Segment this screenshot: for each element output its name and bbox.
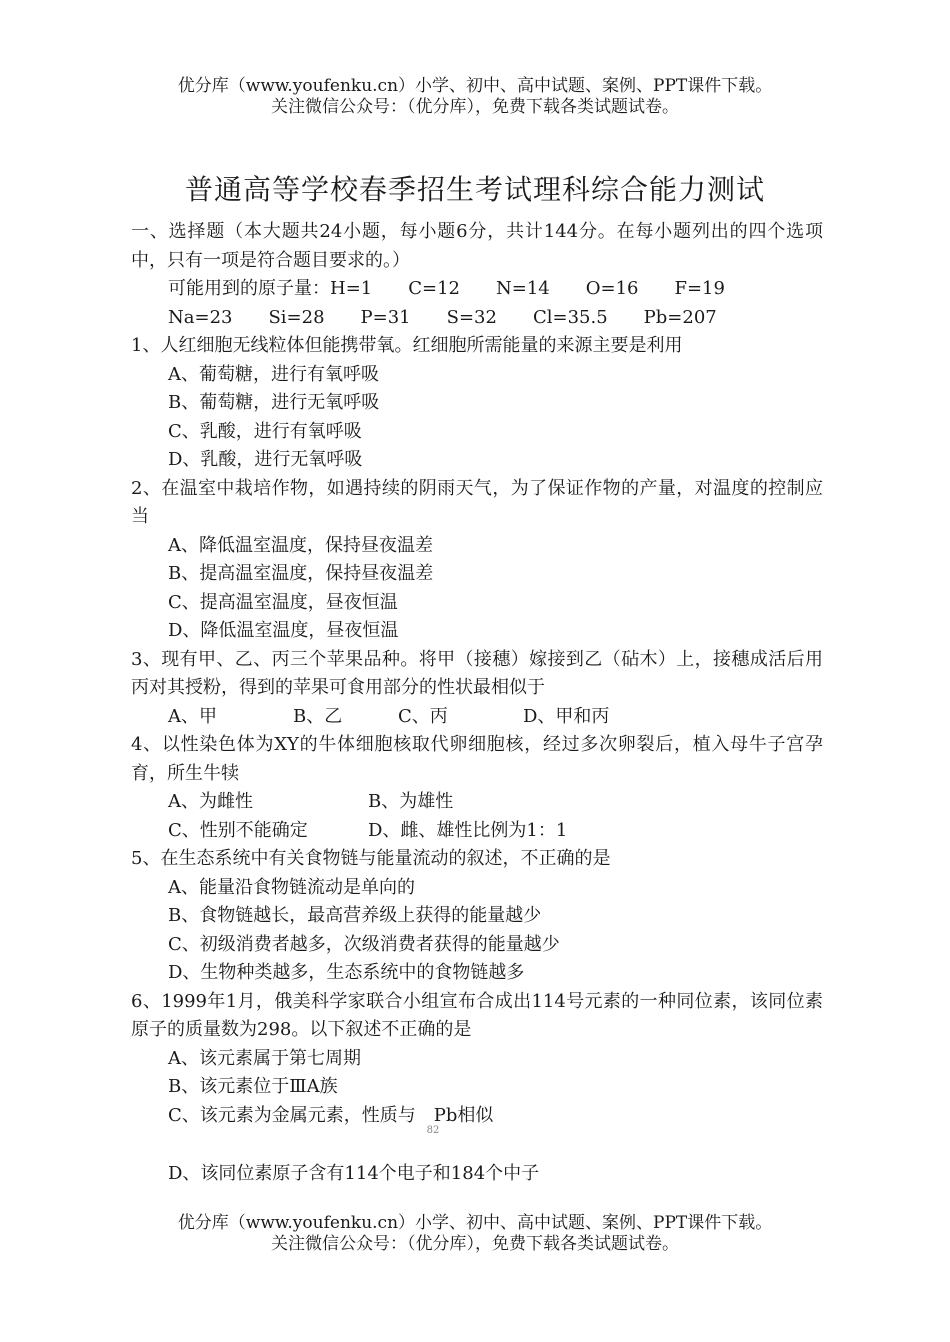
footer-line-2: 关注微信公众号：（优分库），免费下载各类试题试卷。 [271,1234,679,1254]
option: C、乳酸，进行有氧呼吸 [168,420,362,442]
option: C、性别不能确定 [168,819,308,841]
option: C、该元素为金属元素，性质与 Pb相似 [168,1104,494,1126]
option: A、降低温室温度，保持昼夜温差 [168,534,433,556]
option: D、该同位素原子含有114个电子和184个中子 [168,1163,540,1184]
question-stem: 5、在生态系统中有关食物链与能量流动的叙述，不正确的是 [131,848,611,869]
option: D、雌、雄性比例为1：1 [368,819,568,841]
header-line-2: 关注微信公众号：（优分库），免费下载各类试题试卷。 [271,97,679,117]
page-number: 82 [426,1125,440,1136]
page-title: 普通高等学校春季招生考试理科综合能力测试 [184,173,765,206]
page-header [0,76,950,118]
option: C、丙 [398,705,448,727]
section-heading: 一、选择题（本大题共24小题，每小题6分，共计144分。在每小题列出的四个选项中，只有一项是符合题目要求的。） [131,221,823,271]
option: B、该元素位于ⅢA族 [168,1076,338,1097]
exam-content [131,218,823,1189]
option: D、乳酸，进行无氧呼吸 [168,449,363,470]
option: A、该元素属于第七周期 [168,1047,361,1069]
option: B、食物链越长，最高营养级上获得的能量越少 [168,905,542,926]
option: D、生物种类越多，生态系统中的食物链越多 [168,962,525,983]
option-row [131,703,823,732]
atomic-masses-line-2: Na=23 Si=28 P=31 S=32 Cl=35.5 Pb=207 [168,306,717,328]
page-footer [0,1213,950,1255]
option: C、提高温室温度，昼夜恒温 [168,591,398,613]
question-stem: 4、以性染色体为XY的牛体细胞核取代卵细胞核，经过多次卵裂后，植入母牛子宫孕育，所生牛犊 [131,734,823,784]
option: B、葡萄糖，进行无氧呼吸 [168,392,380,413]
footer-line-1: 优分库（www.youfenku.cn）小学、初中、高中试题、案例、PPT课件下载。 [177,1213,773,1233]
option-row [131,817,823,846]
question-stem: 6、1999年1月，俄美科学家联合小组宣布合成出114号元素的一种同位素，该同位素原子的质量数为298。以下叙述不正确的是 [131,990,823,1040]
option: B、提高温室温度，保持昼夜温差 [168,563,434,584]
option: A、能量沿食物链流动是单向的 [168,876,415,898]
header-line-1: 优分库（www.youfenku.cn）小学、初中、高中试题、案例、PPT课件下载。 [177,76,773,96]
option-row [131,788,823,817]
atomic-masses-line-1: 可能用到的原子量：H=1 C=12 N=14 O=16 F=19 [168,278,725,299]
question-stem: 3、现有甲、乙、丙三个苹果品种。将甲（接穗）嫁接到乙（砧木）上，接穗成活后用丙对其授粉，得到的苹果可食用部分的性状最相似于 [131,648,823,698]
question-stem: 2、在温室中栽培作物，如遇持续的阴雨天气，为了保证作物的产量，对温度的控制应当 [131,477,823,527]
option: A、葡萄糖，进行有氧呼吸 [168,363,379,385]
option: A、为雌性 [168,791,253,812]
question-stem: 1、人红细胞无线粒体但能携带氧。红细胞所需能量的来源主要是利用 [131,335,683,356]
option: D、甲和丙 [523,705,610,727]
option: B、乙 [293,705,343,727]
option: D、降低温室温度，昼夜恒温 [168,620,399,641]
option: B、为雄性 [368,791,454,812]
option: C、初级消费者越多，次级消费者获得的能量越少 [168,933,560,955]
option: A、甲 [168,705,217,727]
